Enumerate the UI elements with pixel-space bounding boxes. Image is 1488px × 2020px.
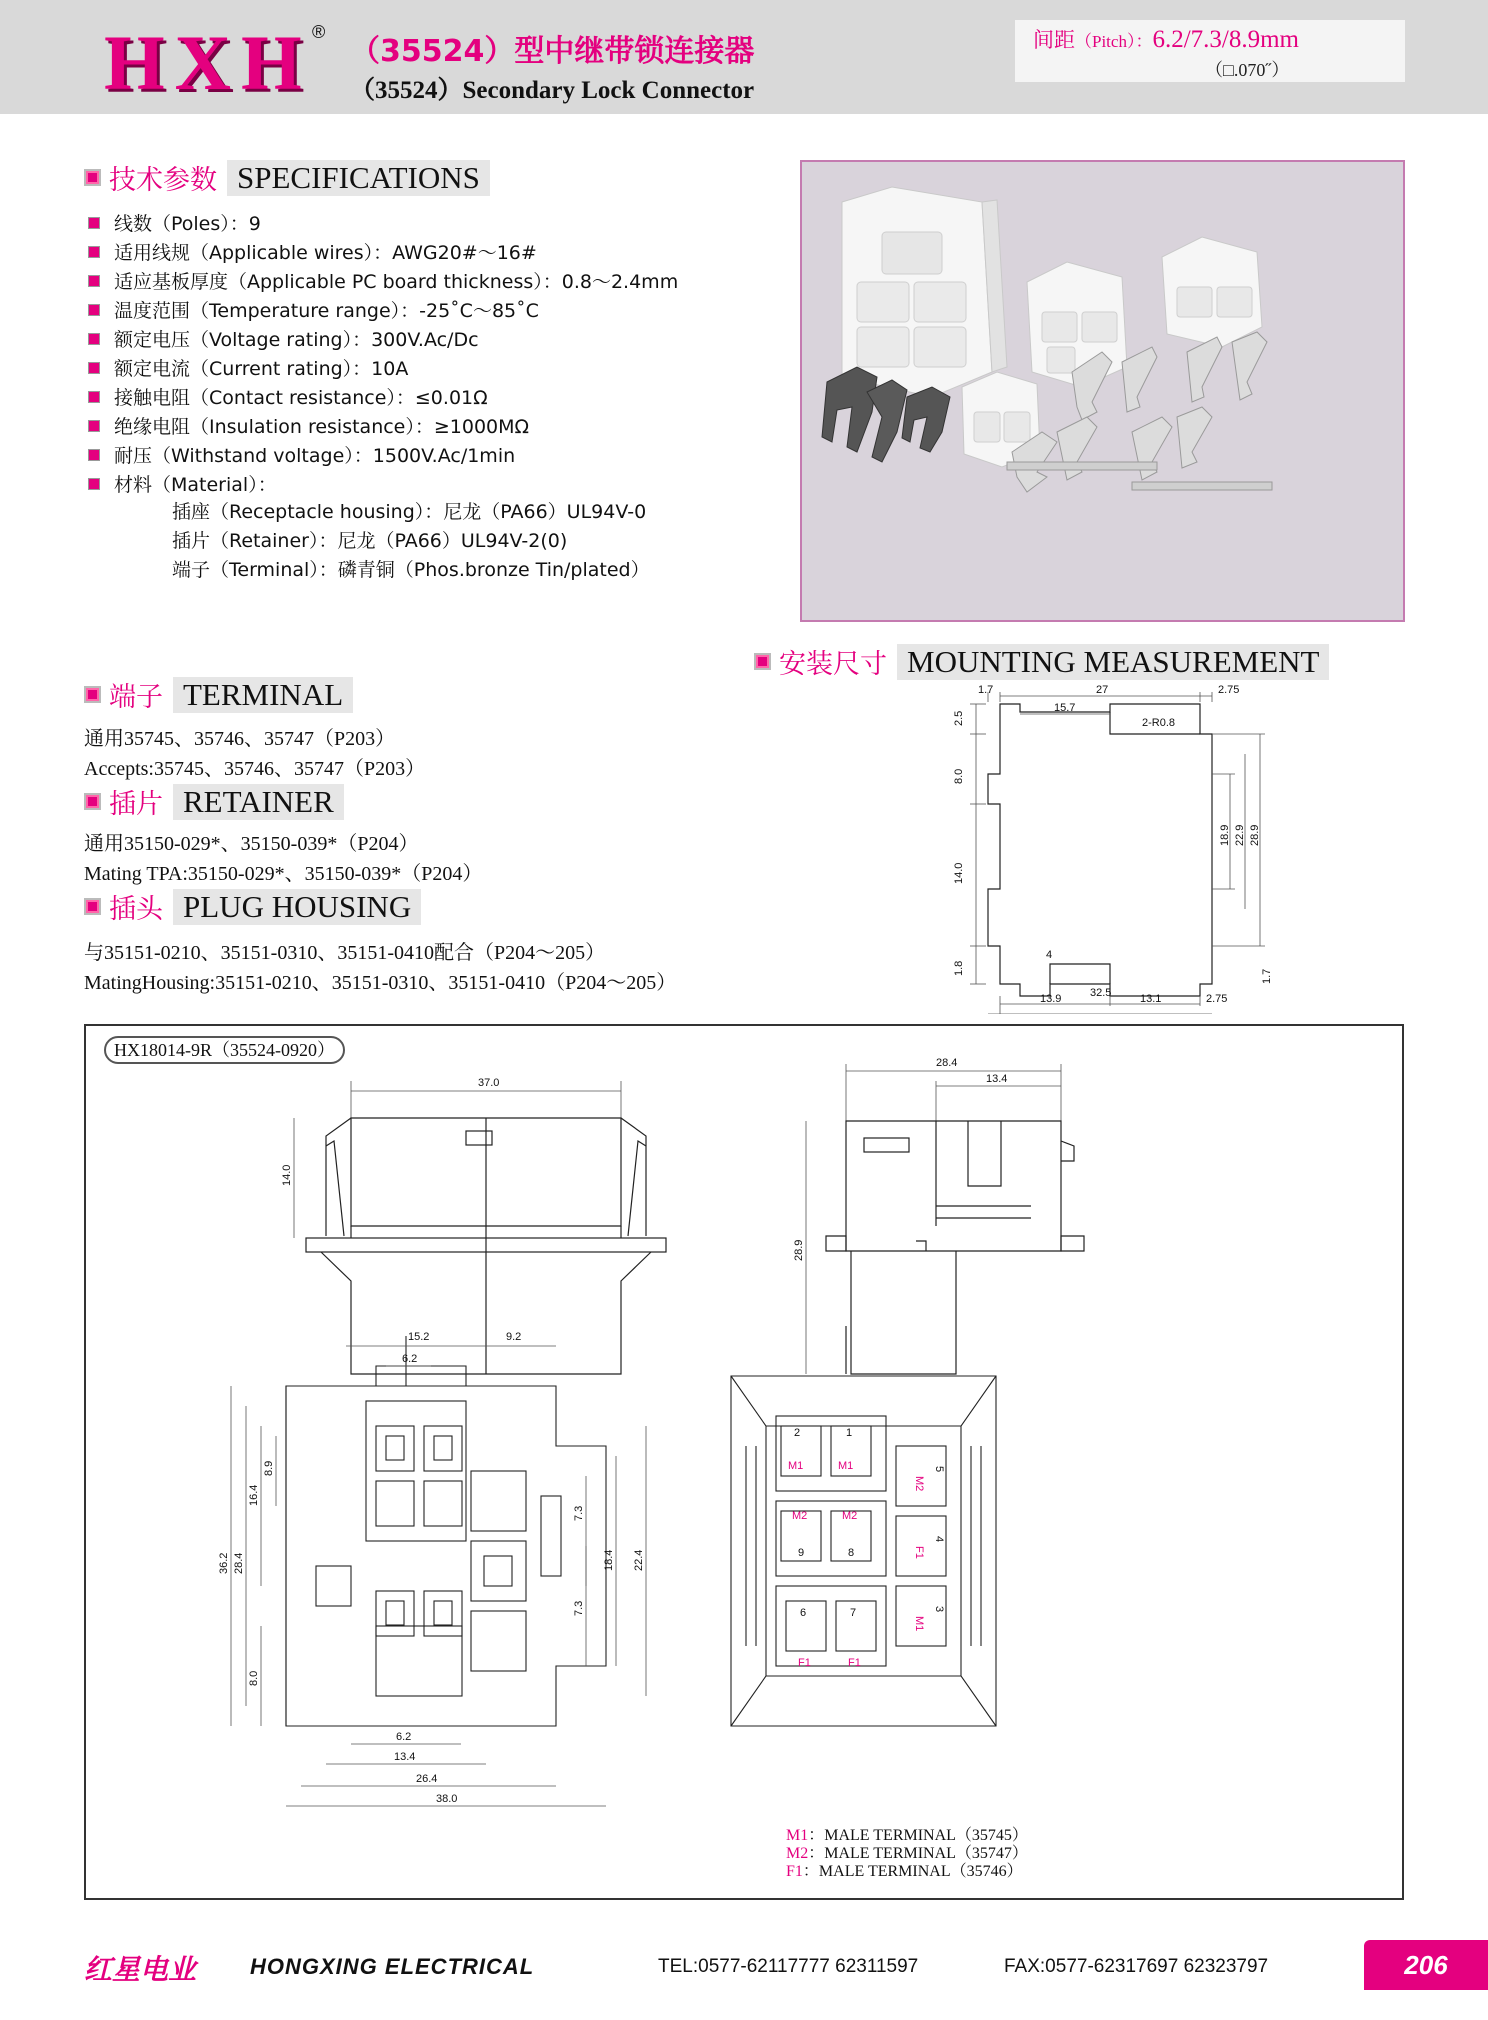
dim-2-75b: 2.75 <box>1206 993 1228 1005</box>
dim-7-3b: 7.3 <box>573 1600 585 1616</box>
spec-text: 额定电流（Current rating）：10A <box>114 358 409 380</box>
specifications-heading <box>84 158 490 197</box>
dim-22-9: 22.9 <box>1234 824 1246 846</box>
dim-28-4: 28.4 <box>233 1552 245 1574</box>
dim-15-2: 15.2 <box>408 1331 430 1343</box>
spec-list <box>88 208 768 585</box>
spec-item <box>88 469 768 498</box>
footer-tel: TEL:0577-62117777 62311597 <box>658 1956 919 1977</box>
pin-2-label: 2 <box>794 1427 801 1439</box>
bullet-icon <box>88 333 100 345</box>
receptacle-housing-small <box>1162 237 1262 347</box>
footer-brand-cn: 红星电业 <box>84 1953 197 1986</box>
dim-2-r0-8: 2-R0.8 <box>1142 717 1176 729</box>
dim-8-9: 8.9 <box>263 1460 275 1476</box>
pitch-sub: （Pitch）： <box>1075 32 1153 51</box>
spec-item <box>88 324 768 353</box>
page-title-en: （35524）Secondary Lock Connector <box>350 77 755 104</box>
pin-4-label: 4 <box>933 1536 945 1543</box>
pin-8-label: 8 <box>848 1547 855 1559</box>
mounting-drawing <box>950 684 1290 1014</box>
bullet-icon <box>88 420 100 432</box>
spec-text: 适应基板厚度（Applicable PC board thickness）：0.8～2.4mm <box>114 271 679 293</box>
side-inner-dim: 13.4 <box>986 1073 1008 1085</box>
part-number-tag: HX18014-9R（35524-0920） <box>104 1036 345 1064</box>
dim-22-4: 22.4 <box>633 1549 645 1571</box>
bullet-icon <box>88 362 100 374</box>
bullet-icon <box>88 391 100 403</box>
spec-text: 适用线规（Applicable wires）：AWG20#～16# <box>114 242 537 264</box>
heading-cn: 插片 <box>109 789 163 820</box>
terminal-line-cn: 通用35745、35746、35747（P203） <box>84 728 396 750</box>
legend-text: ：MALE TERMINAL（35745） <box>808 1827 1028 1844</box>
front-height-dim: 14.0 <box>281 1164 293 1186</box>
legend-key: M1 <box>786 1827 809 1844</box>
pin-assignment-view <box>731 1376 996 1726</box>
brand-logo: HXH <box>104 19 312 106</box>
receptacle-housing-large <box>842 187 1007 397</box>
legend-item <box>786 1858 1023 1881</box>
legend-key: M2 <box>786 1845 809 1862</box>
pitch-box <box>1015 20 1405 82</box>
spec-item <box>88 440 768 469</box>
dim-8-0: 8.0 <box>248 1670 260 1686</box>
pin-f1-label: F1 <box>798 1657 811 1669</box>
heading-cn: 技术参数 <box>109 165 217 196</box>
dim-13-4: 13.4 <box>394 1751 416 1763</box>
page-header <box>0 0 1488 114</box>
mating-face-view <box>286 1336 606 1726</box>
technical-drawing <box>86 1026 1402 1898</box>
pin-m1-label: M1 <box>838 1460 854 1472</box>
dim-16-4: 16.4 <box>248 1484 260 1506</box>
technical-drawing-frame <box>84 1024 1404 1900</box>
spec-text: 材料（Material）： <box>114 474 277 496</box>
product-illustration <box>802 162 1403 620</box>
registered-mark: ® <box>312 22 326 42</box>
dim-26-4: 26.4 <box>416 1773 438 1785</box>
pin-f1-label: F1 <box>913 1546 925 1559</box>
dim-2-5: 2.5 <box>953 710 965 726</box>
dim-38-0: 38.0 <box>436 1793 458 1805</box>
spec-text: 耐压（Withstand voltage）：1500V.Ac/1min <box>114 445 516 467</box>
material-item: 端子（Terminal）：磷青铜（Phos.bronze Tin/plated） <box>172 559 650 581</box>
page-number: 206 <box>1364 1940 1488 1990</box>
dim-7-3a: 7.3 <box>573 1505 585 1521</box>
dim-6-2: 6.2 <box>402 1353 418 1365</box>
pin-9-label: 9 <box>798 1547 805 1559</box>
bullet-icon <box>88 217 100 229</box>
heading-en: RETAINER <box>173 784 344 820</box>
pin-m1-label: M1 <box>913 1616 925 1632</box>
heading-bullet <box>84 793 101 810</box>
legend-text: ：MALE TERMINAL（35747） <box>808 1845 1028 1862</box>
side-width-dim: 28.4 <box>936 1057 958 1069</box>
spec-text: 额定电压（Voltage rating）：300V.Ac/Dc <box>114 329 479 351</box>
dim-9-2: 9.2 <box>506 1331 522 1343</box>
retainer-heading <box>84 782 344 821</box>
product-photo <box>800 160 1405 622</box>
dim-13-9: 13.9 <box>1040 993 1062 1005</box>
pitch-label: 间距 <box>1033 28 1075 52</box>
heading-en: TERMINAL <box>173 677 353 713</box>
heading-en: MOUNTING MEASUREMENT <box>897 644 1329 680</box>
pin-3-label: 3 <box>933 1606 945 1613</box>
heading-cn: 端子 <box>109 682 163 713</box>
heading-cn: 插头 <box>109 894 163 925</box>
terminal-line-en: Accepts:35745、35746、35747（P203） <box>84 758 426 780</box>
dim-28-9: 28.9 <box>1249 824 1261 846</box>
pin-6-label: 6 <box>800 1607 807 1619</box>
spec-item <box>88 237 768 266</box>
plug-line-en: MatingHousing:35151-0210、35151-0310、35151-0410（P204～205） <box>84 972 677 994</box>
heading-bullet <box>84 686 101 703</box>
dim-27: 27 <box>1096 684 1109 696</box>
terminal-heading <box>84 675 353 714</box>
heading-cn: 安装尺寸 <box>779 649 887 680</box>
spec-text: 绝缘电阻（Insulation resistance）：≥1000MΩ <box>114 416 530 438</box>
retainer-line-cn: 通用35150-029*、35150-039*（P204） <box>84 833 419 855</box>
bullet-icon <box>88 304 100 316</box>
front-width-dim: 37.0 <box>478 1077 500 1089</box>
spec-item <box>88 266 768 295</box>
heading-bullet <box>754 653 771 670</box>
heading-en: SPECIFICATIONS <box>227 160 490 196</box>
dim-36-2: 36.2 <box>218 1552 230 1574</box>
dim-18-4: 18.4 <box>603 1549 615 1571</box>
pin-7-label: 7 <box>850 1607 857 1619</box>
pin-5-label: 5 <box>933 1466 945 1473</box>
dim-15-7: 15.7 <box>1054 702 1076 714</box>
spec-item <box>88 382 768 411</box>
dim-4: 4 <box>1046 949 1053 961</box>
spec-text: 线数（Poles）：9 <box>114 213 261 235</box>
legend-text: ：MALE TERMINAL（35746） <box>802 1863 1023 1880</box>
dim-1-8: 1.8 <box>953 960 965 976</box>
dim-13-1: 13.1 <box>1140 993 1162 1005</box>
footer-brand-en: HONGXING ELECTRICAL <box>250 1954 535 1979</box>
page-title-cn: （35524）型中继带锁连接器 <box>350 34 755 69</box>
dim-32-5: 32.5 <box>1090 987 1112 999</box>
plug-housing-heading <box>84 887 421 926</box>
pin-m2-label: M2 <box>842 1510 858 1522</box>
bullet-icon <box>88 449 100 461</box>
spec-item <box>88 208 768 237</box>
dim-6-2b: 6.2 <box>396 1731 412 1743</box>
pitch-line <box>1033 24 1299 54</box>
dim-1-7: 1.7 <box>978 684 994 696</box>
material-item: 插座（Receptacle housing）：尼龙（PA66）UL94V-0 <box>172 501 647 523</box>
dim-14-0: 14.0 <box>953 862 965 884</box>
pitch-inch: （□.070˝） <box>1205 60 1290 80</box>
dim-2-75: 2.75 <box>1218 684 1240 696</box>
dim-1-7b: 1.7 <box>1261 968 1273 984</box>
dim-8-0: 8.0 <box>953 768 965 784</box>
pin-m2-label: M2 <box>792 1510 808 1522</box>
spec-item <box>88 411 768 440</box>
pitch-value: 6.2/7.3/8.9mm <box>1152 26 1299 53</box>
footer-fax: FAX:0577-62317697 62323797 <box>1004 1956 1269 1977</box>
legend-key: F1 <box>786 1863 803 1880</box>
spec-text: 接触电阻（Contact resistance）：≤0.01Ω <box>114 387 488 409</box>
retainer-line-en: Mating TPA:35150-029*、35150-039*（P204） <box>84 863 483 885</box>
pin-f1-label: F1 <box>848 1657 861 1669</box>
dim-18-9: 18.9 <box>1219 824 1231 846</box>
pin-m2-label: M2 <box>913 1476 925 1492</box>
pin-labels <box>788 1427 945 1669</box>
pin-1-label: 1 <box>846 1427 853 1439</box>
spec-item <box>88 353 768 382</box>
material-item: 插片（Retainer）：尼龙（PA66）UL94V-2(0) <box>172 530 568 552</box>
plug-line-cn: 与35151-0210、35151-0310、35151-0410配合（P204～205） <box>84 942 606 964</box>
heading-en: PLUG HOUSING <box>173 889 421 925</box>
heading-bullet <box>84 169 101 186</box>
side-view <box>806 1064 1084 1374</box>
side-height-dim: 28.9 <box>793 1239 805 1261</box>
mounting-heading <box>754 642 1329 681</box>
spec-text: 温度范围（Temperature range）：-25˚C～85˚C <box>114 300 539 322</box>
front-view <box>294 1081 666 1374</box>
bullet-icon <box>88 275 100 287</box>
pin-m1-label: M1 <box>788 1460 804 1472</box>
bullet-icon <box>88 478 100 490</box>
bullet-icon <box>88 246 100 258</box>
heading-bullet <box>84 898 101 915</box>
spec-item <box>88 295 768 324</box>
